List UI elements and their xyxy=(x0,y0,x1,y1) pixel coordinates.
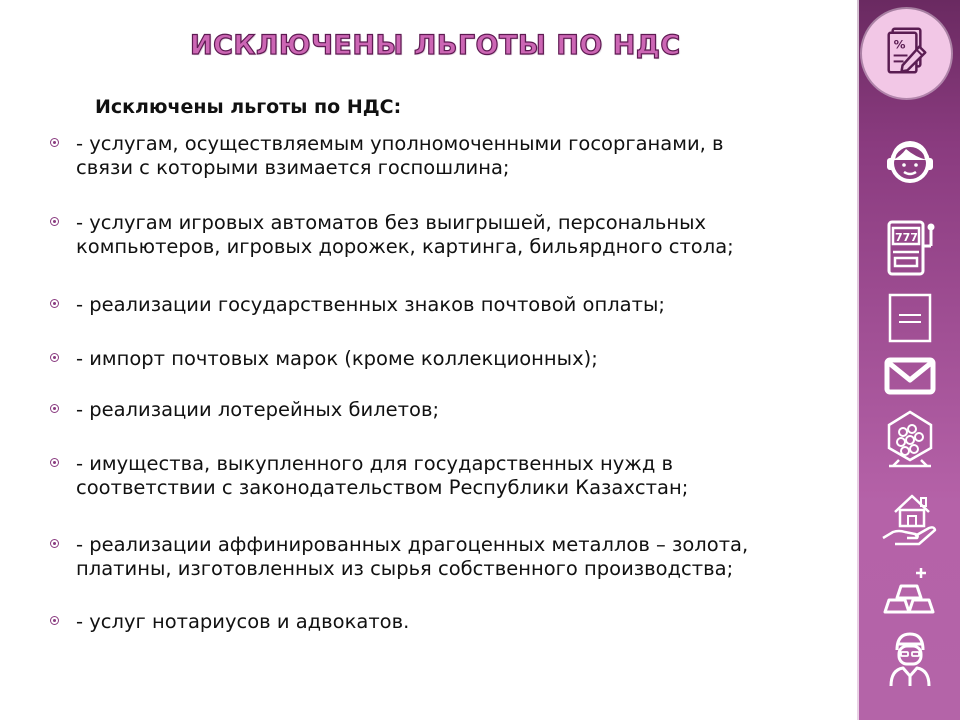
list-item-line: - реализации лотерейных билетов; xyxy=(76,398,440,421)
list-item-line: - услуг нотариусов и адвокатов. xyxy=(76,610,410,633)
stamp-icon xyxy=(879,287,941,349)
sidebar-divider xyxy=(857,0,859,720)
list-item-line: - услугам, осуществляемым уполномоченными госорганами, в xyxy=(76,132,724,155)
list-item-line: компьютеров, игровых дорожек, картинга, бильярдного стола; xyxy=(76,235,734,258)
tax-document-badge xyxy=(862,9,951,98)
svg-text:%: % xyxy=(893,37,906,52)
bullet-icon xyxy=(50,353,59,362)
list-item-text xyxy=(76,533,816,581)
envelope-icon xyxy=(879,346,941,408)
slot-machine-icon xyxy=(879,216,941,278)
support-agent-icon xyxy=(879,132,941,194)
list-item-text xyxy=(76,610,816,634)
list-item-line: - импорт почтовых марок (кроме коллекционных); xyxy=(76,347,598,370)
list-item-text xyxy=(76,347,816,371)
list-item-text xyxy=(76,452,816,500)
svg-text:777: 777 xyxy=(895,231,918,244)
tax-document-icon xyxy=(862,9,951,98)
bullet-icon xyxy=(50,458,59,467)
bullet-icon xyxy=(50,539,59,548)
subheading: Исключены льготы по НДС: xyxy=(95,96,402,118)
bullet-icon xyxy=(50,138,59,147)
list-item-text xyxy=(76,132,816,180)
bullet-icon xyxy=(50,299,59,308)
list-item-text xyxy=(76,398,816,422)
bullet-icon xyxy=(50,616,59,625)
list-item-line: - реализации аффинированных драгоценных металлов – золота, xyxy=(76,533,749,556)
list-item-line: соответствии с законодательством Республики Казахстан; xyxy=(76,476,689,499)
lottery-drum-icon xyxy=(879,408,941,470)
list-item-line: связи с которыми взимается госпошлина; xyxy=(76,156,510,179)
property-in-hand-icon xyxy=(879,488,941,550)
list-item-line: - реализации государственных знаков почтовой оплаты; xyxy=(76,293,665,316)
list-item-text xyxy=(76,293,816,317)
bullet-icon xyxy=(50,404,59,413)
slide-title: ИСКЛЮЧЕНЫ ЛЬГОТЫ ПО НДС xyxy=(190,30,681,61)
list-item-line: - услугам игровых автоматов без выигрышей, персональных xyxy=(76,211,707,234)
list-item-line: - имущества, выкупленного для государственных нужд в xyxy=(76,452,674,475)
bullet-icon xyxy=(50,217,59,226)
gold-bars-icon xyxy=(879,564,941,626)
list-item-text xyxy=(76,211,816,259)
list-item-line: платины, изготовленных из сырья собственного производства; xyxy=(76,557,734,580)
lawyer-icon xyxy=(879,628,941,690)
